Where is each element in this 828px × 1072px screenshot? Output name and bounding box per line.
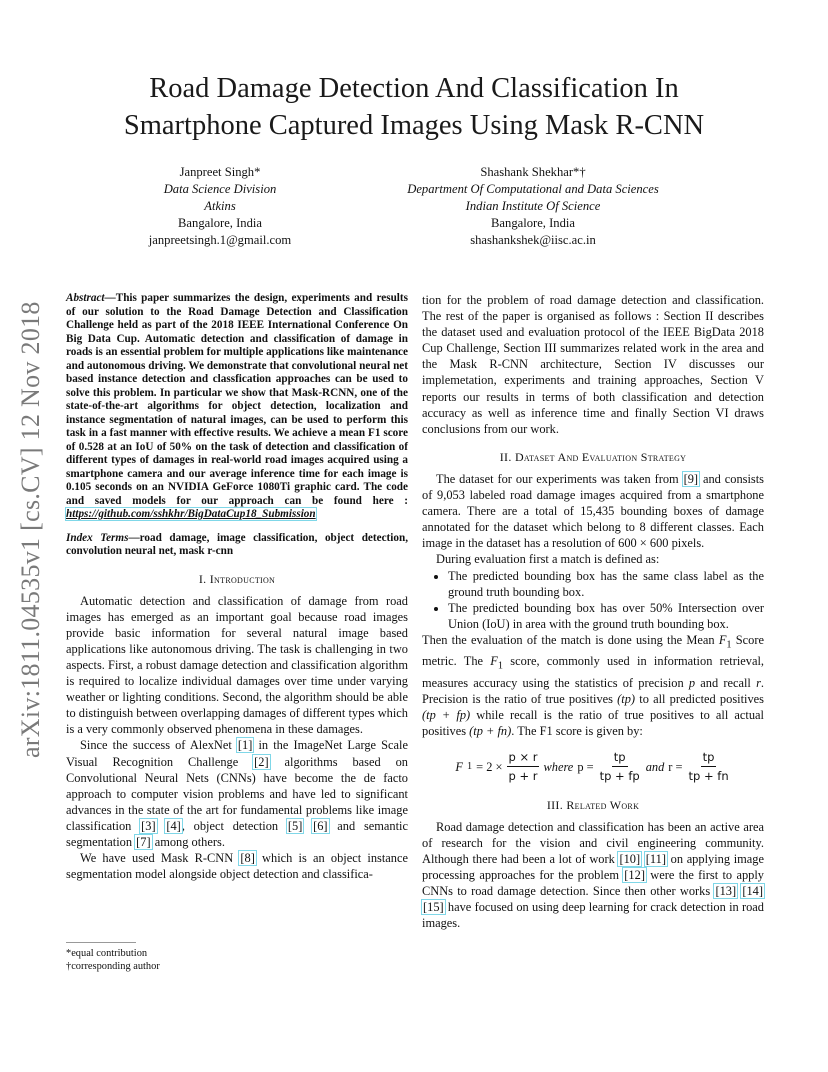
text: algorithms based on Convolutional Neural Nets (CNNs) have become the de facto approach to computer vision problems and have led to significant advances in the state of the art for fundamental problems like image classification [66,754,408,833]
intro-paragraph-2 [66,737,408,850]
text: were the first to apply CNNs to road damage detection. Since then other works [422,867,764,899]
match-criteria-list [422,568,764,632]
text: . Precision is the ratio of true positives [422,676,764,707]
intro-paragraph-3 [66,850,408,882]
paper-title [40,70,788,144]
text: to all predicted positives [635,692,764,707]
author-org: Atkins [204,199,236,213]
code-link[interactable]: https://github.com/sshkhr/BigDataCup18_Submission [66,508,316,520]
citation-link[interactable]: [6] [313,818,328,833]
section-heading-related-work [422,797,764,813]
eq-denominator: p + r [508,769,538,784]
citation-link[interactable]: [3] [141,818,156,833]
footnote-rule [66,942,136,943]
author-block-1 [120,164,320,249]
math-subscript: 1 [497,660,504,672]
eq-operator: r = [668,759,683,774]
eq-operator: p = [577,759,594,774]
eq-numerator: tp [701,749,717,767]
author-name: Shashank Shekhar*† [480,165,586,179]
eq-denominator: tp + fn [688,769,729,784]
eq-fraction [507,749,540,784]
text: and semantic segmentation [66,818,408,849]
author-email: shashankshek@iisc.ac.in [470,233,596,247]
right-column [422,292,764,931]
text: in the ImageNet Large Scale Visual Recognition Challenge [66,738,408,769]
author-email: janpreetsingh.1@gmail.com [148,233,292,247]
section-title: Introduction [209,571,276,586]
math-symbol: r [756,676,761,690]
text: which is an object instance segmentation model alongside object detection and classifica- [66,851,408,882]
text: Then the evaluation of the match is done using the Mean [422,632,719,647]
text: while recall is the ratio of true positives to all actual positives [422,708,764,739]
dataset-paragraph-3 [422,632,764,740]
section-title: Related Work [566,797,640,812]
eq-denominator: tp + fp [599,769,640,784]
list-item: • The predicted bounding box has the same class label as the ground truth bounding box. [448,568,764,600]
citation-link[interactable]: [14] [742,884,763,899]
text: among others. [151,835,225,849]
eq-numerator: tp [612,749,628,767]
math-symbol: p [688,676,696,690]
math-symbol: F [490,654,498,669]
text: on applying image processing approaches for the problem [422,851,764,882]
citation-link[interactable]: [2] [254,754,269,769]
citation-link[interactable]: [12] [624,867,645,882]
title-line-2: Smartphone Captured Images Using Mask R-CNN [123,110,705,141]
text: . The F1 score is given by: [511,724,643,739]
eq-operator: = 2 × [476,759,503,774]
text: and recall [695,676,757,690]
eq-numerator: p × r [507,749,540,767]
author-dept: Department Of Computational and Data Sciences [407,182,659,196]
title-line-1: Road Damage Detection And Classification In [149,73,679,104]
author-org: Indian Institute Of Science [465,199,601,213]
citation-link[interactable]: [8] [240,851,255,866]
f1-equation [422,749,764,784]
footnote-corresponding-author: †corresponding author [66,961,160,973]
text: Road damage detection and classification has been an active area of research for the vision and civil engineering community. Although there had been a lot of work [422,819,764,866]
math-symbol: F [718,632,727,647]
text: and consists of 9,053 labeled road damage images acquired from a smartphone camera. There are a total of 15,435 bounding boxes of damage annotated for the dataset which belong to 8 different classes. Each image in the dataset has a resolution of 600 × 600 pixels. [422,471,765,551]
section-heading-introduction [66,571,408,587]
citation-link[interactable]: [5] [287,818,303,833]
index-terms [66,532,408,559]
author-city: Bangalore, India [491,216,575,230]
eq-lhs-subscript: 1 [466,760,473,772]
math-term: (tp) [617,692,636,707]
math-term: (tp + fn) [469,724,512,739]
index-terms-lead: Index Terms [66,531,129,544]
index-terms-body: —road damage, image classification, object detection, convolution neural net, mask r-cnn [66,531,408,557]
eq-fraction [598,749,642,784]
author-block-2 [380,164,686,249]
section-number: III. [546,797,567,812]
citation-link[interactable]: [15] [423,900,444,915]
author-city: Bangalore, India [178,216,262,230]
abstract-body: —This paper summarizes the design, experiments and results of our solution to the Road Damage Detection and Classification Challenge held as part of the 2018 IEEE International Conference On Big Data Cup. Automatic detection and classification of damage in roads is an essential problem for multiple applications like maintenance and autonomous driving. We demonstrate that convolutional neural net based instance detection and classfication approaches can be used to solve this problem. In particular we show that Mask-RCNN, one of the state-of-the-art algorithms for object detection, localization and instance segmentation of natural images, can be used to perform this task in a fast manner with effective results. We achieve a mean F1 score of 0.528 at an IoU of 50% on the task of detection and classification of different types of damages in real-world road images acquired using a smartphone camera and our average inference time for each image is 0.105 seconds on an NVIDIA GeForce 1080Ti graphic card. The code and saved models for our approach can be found here : [66,292,408,507]
text: Since the success of AlexNet [80,738,237,753]
citation-link[interactable]: [13] [715,884,737,899]
citation-link[interactable]: [7] [136,835,151,849]
citation-link[interactable]: [1] [237,738,253,753]
text: score, commonly used in information retrieval, measures accuracy using the statistics of precision [422,654,765,690]
citation-link[interactable]: [11] [645,851,666,866]
footnotes [66,947,160,974]
math-term: (tp + fp) [422,708,471,723]
section-number: I. [198,571,210,586]
math-subscript: 1 [726,639,732,651]
eq-lhs: F [455,759,463,774]
author-name: Janpreet Singh* [179,165,261,179]
eq-fraction [687,749,731,784]
citation-link[interactable]: [10] [619,851,641,866]
left-column [66,292,408,882]
dataset-paragraph-2: During evaluation first a match is defined as: [436,552,660,567]
text: We have used Mask R-CNN [80,851,240,866]
text: The dataset for our experiments was taken from [436,471,683,486]
text: Score metric. The [422,632,765,669]
section-heading-dataset [422,449,764,465]
citation-link[interactable]: [4] [166,818,181,833]
intro-paragraph-1: Automatic detection and classification of damage from road images has emerged as an important goal because road images provide basic information for several natural image based applications like autonomous driving. The task is challenging in two aspects. First, a robust damage detection and classification algorithm is required to localize individual damages over time under varying weather or lighting conditions. Second, the algorithm should be able to distinguish between overlapping damages of different types which is a very commonly observed phenomena in these damages. [66,593,408,737]
list-item: • The predicted bounding box has over 50% Intersection over Union (IoU) in area with the ground truth bounding box. [448,600,764,632]
intro-continuation: tion for the problem of road damage detection and classification. The rest of the paper is organised as follows : Section II describes the dataset used and evaluation protocol of the IEEE BigData 2018 Cup Challenge, Section III summarizes related work in the area and the Mask R-CNN architecture, Section IV discusses our implemetation, experiments and training approaches, Section V reports our results in terms of both classification and detection accuracy as well as inference time and finally Section VI draws conclusions from our work. [422,293,764,436]
section-title: Dataset And Evaluation Strategy [514,449,687,464]
arxiv-stamp: arXiv:1811.04535v1 [cs.CV] 12 Nov 2018 [16,301,45,758]
abstract [66,292,408,522]
section-number: II. [499,449,515,464]
text: , object detection [181,818,287,833]
related-work-paragraph [422,819,764,932]
citation-link[interactable]: [9] [683,471,699,486]
abstract-lead: Abstract [66,292,105,304]
eq-word: and [645,759,665,774]
author-dept: Data Science Division [163,182,277,196]
dataset-paragraph-1 [422,471,764,551]
text [303,819,312,833]
footnote-equal-contribution: *equal contribution [66,948,148,959]
text: have focused on using deep learning for crack detection in road images. [422,900,764,931]
eq-word: where [543,759,574,774]
